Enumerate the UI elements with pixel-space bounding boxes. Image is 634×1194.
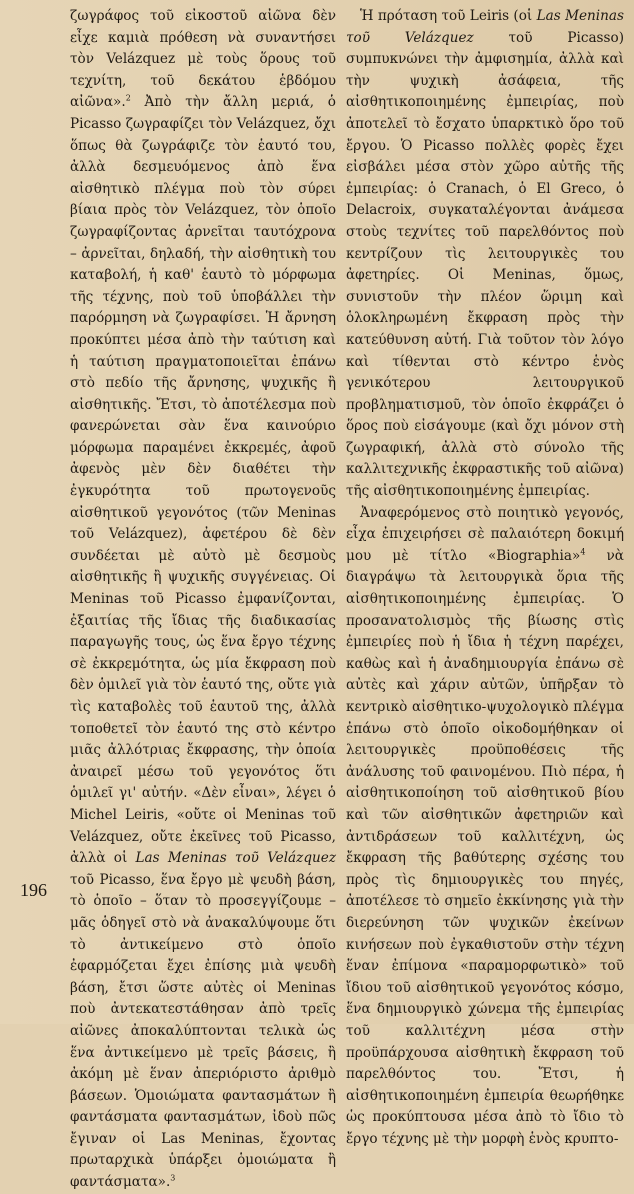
- text-run: τοῦ Picasso, ἕνα ἔργο μὲ ψευδὴ βάση, τὸ ὁποῖο – ὅταν τὸ προσεγγίζουμε – μᾶς ὁδηγεῖ στὸ νὰ ἀνακαλύψουμε ὅτι τὸ ἀντικείμενο στὸ ὁποῖο ἐφαρμόζεται ἔχει ἐπίσης μιὰ ψευδὴ βάση, ἔτσι ὥστε αὐτὲς οἱ Meninas ποὺ ἀντεκατεστάθησαν ἀπὸ τρεῖς αἰῶνες ἀποκαλύπτονται τελικὰ ὡς ἕνα ἀντικείμενο μὲ τρεῖς βάσεις, ἢ ἀκόμη μὲ ἕναν ἀπεριόριστο ἀριθμὸ βάσεων. Ὁμοιώματα φαντασμάτων ἢ φαντάσματα φαντασμάτων, ἰδοὺ πῶς ἔγιναν οἱ Las Meninas, ἔχοντας πρωταρχικὰ ὑπάρξει ὁμοιώματα ἢ φαντάσματα».: [70, 871, 336, 1191]
- footnote-marker: 3: [170, 1173, 176, 1183]
- text-run: τοῦ Picasso) συμπυκνώνει τὴν ἀμφισημία, ἀλλὰ καὶ τὴν ψυχικὴ ἀσάφεια, τῆς αἰσθητικοποιημένης ἐμπειρίας, ποὺ ἀποτελεῖ τὸ ἔσχατο ὑπαρκτικὸ ὅρο τοῦ ἔργου. Ὁ Picasso πολλὲς φορὲς ἔχει εἰσβάλει μέσα στὸν χῶρο αὐτῆς τῆς ἐμπειρίας: ὁ Cranach, ὁ El Greco, ὁ Delacroix, συγκαταλέγονται ἀνάμεσα στοὺς τεχνίτες τοῦ παρελθόντος ποὺ κεντρίζουν τὶς λειτουργικὲς του ἀφετηρίες. Οἱ Meninas, ὅμως, συνιστοῦν τὴν πλέον ὥριμη καὶ ὁλοκληρωμένη ἔκφραση πρὸς τὴν κατεύθυνση αὐτή. Γιὰ τοῦτον τὸν λόγο καὶ τίθενται στὸ κέντρο ἑνὸς γενικότερου λειτουργικοῦ προβληματισμοῦ, τὸν ὁποῖο ἐκφράζει ὁ ὅρος ποὺ εἰσάγουμε (καὶ ὄχι μόνον στὴ ζωγραφική, ἀλλὰ στὸ σύνολο τῆς καλλιτεχνικῆς ἐκφραστικῆς τοῦ αἰῶνα) τῆς αἰσθητικοποιημένης ἐμπειρίας.: [346, 29, 624, 500]
- text-run: Ἀναφερόμενος στὸ ποιητικὸ γεγονός, εἶχα ἐπιχειρήσει σὲ παλαιότερη δοκιμή μου μὲ τίτλο «Biographia»: [346, 504, 624, 564]
- right-paragraph-1: [346, 6, 624, 503]
- right-paragraph-2: [346, 503, 624, 1151]
- italic-title: Las Meninas τοῦ Velázquez: [135, 850, 336, 867]
- italic-title: Las Meninas τοῦ Velázquez: [346, 8, 624, 46]
- text-run: νὰ διαγράψω τὰ λειτουργικὰ ὅρια τῆς αἰσθητικοποιημένης ἐμπειρίας. Ὁ προσανατολισμὸς τῆς βίωσης στὶς ἐμπειρίες ποὺ ἡ ἴδια ἡ τέχνη παρέχει, καθὼς καὶ ἡ ἀναδημιουργία ἐπάνω σὲ αὐτὲς καὶ χάριν αὐτῶν, ὑπῆρξαν τὸ κεντρικὸ αἰσθητικο-ψυχολογικὸ πλέγμα ἐπάνω στὸ ὁποῖο οἰκοδομήθηκαν οἱ λειτουργικὲς προϋποθέσεις τῆς ἀνάλυσης τοῦ φαινομένου. Πιὸ πέρα, ἡ αἰσθητικοποίηση τοῦ αἰσθητικοῦ βίου καὶ τῶν αἰσθητικῶν ἀφετηριῶν καὶ ἀντιδράσεων τοῦ καλλιτέχνη, ὡς ἔκφραση τῆς βαθύτερης σχέσης του πρὸς τὶς δημιουργικὲς του πηγές, ἀποτέλεσε τὸ σημεῖο ἐκκίνησης γιὰ τὴν διερεύνηση τῶν ψυχικῶν ἐκείνων κινήσεων ποὺ ἐγκαθιστοῦν στὴν τέχνη ἕναν ἐπίμονα «παραμορφωτικὸ» τοῦ ἴδιου τοῦ αἰσθητικοῦ γεγονότος κόσμο, ἕνα δημιουργικὸ χώνεμα τῆς ἐμπειρίας τοῦ καλλιτέχνη μέσα στὴν προϋπάρχουσα αἰσθητικὴ ἔκφραση τοῦ παρελθόντος του. Ἔτσι, ἡ αἰσθητικοποιημένη ἐμπειρία θεωρήθηκε ὡς προκύπτουσα μέσα ἀπὸ τὸ ἴδιο τὸ ἔργο τέχνης μὲ τὴν μορφὴ ἑνὸς κρυπτο-: [346, 547, 624, 1147]
- text-run: Ἡ πρόταση τοῦ Leiris (οἱ: [360, 8, 537, 24]
- footnote-marker: 2: [125, 93, 131, 103]
- page-number: 196: [20, 880, 47, 900]
- left-column: [70, 6, 336, 1194]
- right-column: [346, 6, 624, 1150]
- footnote-marker: 4: [580, 547, 586, 557]
- text-run: ζωγράφος τοῦ εἰκοστοῦ αἰῶνα δὲν εἶχε καμιὰ πρόθεση νὰ συναντήσει τὸν Velázquez μὲ τοὺς ὅρους τοῦ τεχνίτη, τοῦ δεκάτου ἑβδόμου αἰῶνα».: [70, 8, 336, 111]
- left-paragraph: [70, 6, 336, 1194]
- text-run: Ἀπὸ τὴν ἄλλη μεριά, ὁ Picasso ζωγραφίζει τὸν Velázquez, ὄχι ὅπως θὰ ζωγράφιζε τὸν ἑαυτό του, ἀλλὰ δεσμευόμενος ἀπὸ ἕνα αἰσθητικὸ πλέγμα ποὺ τὸν σύρει βίαια πρὸς τὸν Velázquez, τὸν ὁποῖο ζωγραφίζοντας ἀρνεῖται ταυτόχρονα – ἀρνεῖται, δηλαδή, τὴν αἰσθητικὴ του καταβολή, ἡ καθ' ἑαυτὸ τὸ μόρφωμα τῆς τέχνης, ποὺ τοῦ ὑποβάλλει τὴν παρόρμηση νὰ ζωγραφίσει. Ἡ ἄρνηση προκύπτει μέσα ἀπὸ τὴν ταύτιση καὶ ἡ ταύτιση πραγματοποιεῖται ἐπάνω στὸ πεδίο τῆς ἄρνησης, ψυχικῆς ἢ αἰσθητικῆς. Ἔτσι, τὸ ἀποτέλεσμα ποὺ φανερώνεται σὰν ἕνα καινούριο μόρφωμα παραμένει ἐκκρεμές, ἀφοῦ ἀφενὸς μὲν δὲν διαθέτει τὴν ἐγκυρότητα τοῦ πρωτογενοῦς αἰσθητικοῦ γεγονότος (τῶν Meninas τοῦ Velázquez), ἀφετέρου δὲ δὲν συνδέεται μὲ αὐτὸ μὲ δεσμοὺς αἰσθητικῆς ἢ ψυχικῆς συγγένειας. Οἱ Meninas τοῦ Picasso ἐμφανίζονται, ἐξαιτίας τῆς ἴδιας τῆς διαδικασίας παραγωγῆς τους, ὡς ἕνα ἔργο τέχνης σὲ ἐκκρεμότητα, ὡς μία ἔκφραση ποὺ δὲν ὁμιλεῖ γιὰ τὸν ἑαυτό της, οὔτε γιὰ τὶς καταβολὲς τοῦ ἑαυτοῦ της, ἀλλὰ τοποθετεῖ τὸν ἑαυτό της στὸ κέντρο μιᾶς ἀλλότριας ἔκφρασης, τὴν ὁποία ἀναιρεῖ μέσω τοῦ γεγονότος ὅτι ὁμιλεῖ γι' αὐτήν. «Δὲν εἶναι», λέγει ὁ Michel Leiris, «οὔτε οἱ Meninas τοῦ Velázquez, οὔτε ἐκεῖνες τοῦ Picasso, ἀλλὰ οἱ: [70, 94, 336, 867]
